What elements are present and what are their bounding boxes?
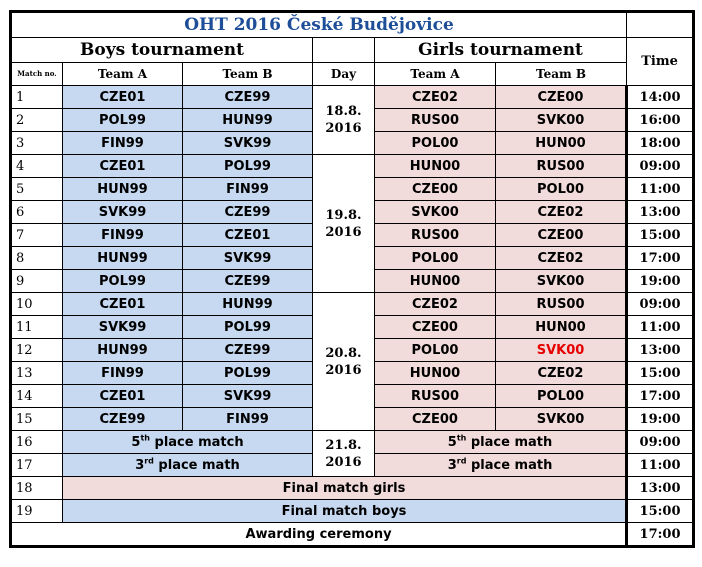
match-time: 19:00 — [627, 270, 694, 293]
day-header: Day — [313, 63, 375, 86]
table-row — [11, 477, 694, 500]
day-spacer — [313, 38, 375, 63]
match-day: 18.8. 2016 — [313, 86, 375, 155]
boys-3rd-place-match — [63, 454, 313, 477]
boys-team-b: POL99 — [183, 155, 313, 178]
match-time: 17:00 — [627, 247, 694, 270]
match-number: 4 — [11, 155, 63, 178]
table-row — [11, 523, 694, 547]
girls-team-b: SVK00 — [496, 408, 627, 431]
girls-team-a: POL00 — [375, 339, 496, 362]
match-day: 20.8. 2016 — [313, 293, 375, 431]
match-number: 17 — [11, 454, 63, 477]
match-time: 09:00 — [627, 293, 694, 316]
boys-5th-place-match — [63, 431, 313, 454]
girls-team-a: RUS00 — [375, 109, 496, 132]
match-time: 13:00 — [627, 477, 694, 500]
match-time: 15:00 — [627, 224, 694, 247]
match-time: 18:00 — [627, 132, 694, 155]
match-day: 19.8. 2016 — [313, 155, 375, 293]
place-label: place math — [466, 457, 553, 473]
match-number: 7 — [11, 224, 63, 247]
match-time: 15:00 — [627, 362, 694, 385]
girls-team-a: POL00 — [375, 132, 496, 155]
table-row — [11, 500, 694, 523]
girls-team-b: SVK00 — [496, 339, 627, 362]
match-time: 16:00 — [627, 109, 694, 132]
match-time: 15:00 — [627, 500, 694, 523]
match-time: 14:00 — [627, 86, 694, 109]
time-header: Time — [627, 38, 694, 86]
table-row — [11, 293, 694, 316]
girls-team-b: RUS00 — [496, 293, 627, 316]
girls-5th-place-match — [375, 431, 627, 454]
match-number: 6 — [11, 201, 63, 224]
place-label: place math — [153, 457, 240, 473]
boys-team-b: CZE99 — [183, 86, 313, 109]
girls-team-b: POL00 — [496, 178, 627, 201]
girls-team-b: CZE00 — [496, 224, 627, 247]
boys-team-a: FIN99 — [63, 362, 183, 385]
match-time: 19:00 — [627, 408, 694, 431]
match-number: 9 — [11, 270, 63, 293]
boys-team-a: CZE01 — [63, 155, 183, 178]
match-time: 13:00 — [627, 339, 694, 362]
final-match-boys: Final match boys — [63, 500, 627, 523]
table-row — [11, 86, 694, 109]
girls-team-a: CZE02 — [375, 86, 496, 109]
girls-team-a: CZE00 — [375, 408, 496, 431]
boys-team-a: CZE01 — [63, 293, 183, 316]
girls-team-b: POL00 — [496, 385, 627, 408]
match-number: 16 — [11, 431, 63, 454]
boys-team-a: SVK99 — [63, 201, 183, 224]
place-ordinal: 5 — [131, 434, 141, 450]
match-number: 8 — [11, 247, 63, 270]
ordinal-suffix: rd — [144, 456, 154, 466]
match-number: 12 — [11, 339, 63, 362]
girls-team-b: HUN00 — [496, 132, 627, 155]
girls-team-a: CZE02 — [375, 293, 496, 316]
girls-team-b: RUS00 — [496, 155, 627, 178]
girls-tournament-header: Girls tournament — [375, 38, 627, 63]
girls-team-b: SVK00 — [496, 270, 627, 293]
match-time: 09:00 — [627, 155, 694, 178]
boys-team-b-header: Team B — [183, 63, 313, 86]
ceremony-time: 17:00 — [627, 523, 694, 547]
match-day: 21.8. 2016 — [313, 431, 375, 477]
girls-team-b: CZE02 — [496, 201, 627, 224]
boys-tournament-header: Boys tournament — [11, 38, 313, 63]
girls-team-b: SVK00 — [496, 109, 627, 132]
match-number: 2 — [11, 109, 63, 132]
girls-3rd-place-match — [375, 454, 627, 477]
match-number: 15 — [11, 408, 63, 431]
match-number: 3 — [11, 132, 63, 155]
girls-team-a: HUN00 — [375, 362, 496, 385]
boys-team-b: SVK99 — [183, 132, 313, 155]
place-ordinal: 5 — [447, 434, 457, 450]
boys-team-a: POL99 — [63, 109, 183, 132]
boys-team-b: FIN99 — [183, 408, 313, 431]
place-ordinal: 3 — [447, 457, 457, 473]
boys-team-a: CZE01 — [63, 385, 183, 408]
boys-team-a: HUN99 — [63, 178, 183, 201]
match-number: 10 — [11, 293, 63, 316]
match-time: 11:00 — [627, 178, 694, 201]
boys-team-b: SVK99 — [183, 385, 313, 408]
match-time: 09:00 — [627, 431, 694, 454]
match-number: 14 — [11, 385, 63, 408]
boys-team-a: SVK99 — [63, 316, 183, 339]
boys-team-b: HUN99 — [183, 109, 313, 132]
match-number: 11 — [11, 316, 63, 339]
girls-team-a: SVK00 — [375, 201, 496, 224]
table-row — [11, 431, 694, 454]
girls-team-a: CZE00 — [375, 178, 496, 201]
table-row — [11, 155, 694, 178]
match-no-header: Match no. — [11, 63, 63, 86]
place-ordinal: 3 — [135, 457, 145, 473]
boys-team-a: CZE01 — [63, 86, 183, 109]
girls-team-b-header: Team B — [496, 63, 627, 86]
girls-team-b: CZE00 — [496, 86, 627, 109]
boys-team-b: CZE99 — [183, 201, 313, 224]
girls-team-b: HUN00 — [496, 316, 627, 339]
boys-team-b: POL99 — [183, 362, 313, 385]
girls-team-a: POL00 — [375, 247, 496, 270]
boys-team-a: CZE99 — [63, 408, 183, 431]
match-number: 19 — [11, 500, 63, 523]
match-time: 11:00 — [627, 316, 694, 339]
match-time: 11:00 — [627, 454, 694, 477]
match-time: 17:00 — [627, 385, 694, 408]
girls-team-b: CZE02 — [496, 247, 627, 270]
match-number: 13 — [11, 362, 63, 385]
boys-team-b: FIN99 — [183, 178, 313, 201]
awarding-ceremony: Awarding ceremony — [11, 523, 627, 547]
boys-team-a: FIN99 — [63, 132, 183, 155]
girls-team-b: CZE02 — [496, 362, 627, 385]
boys-team-a: HUN99 — [63, 339, 183, 362]
final-match-girls: Final match girls — [63, 477, 627, 500]
boys-team-a: POL99 — [63, 270, 183, 293]
ordinal-suffix: th — [456, 433, 467, 443]
match-time: 13:00 — [627, 201, 694, 224]
boys-team-a-header: Team A — [63, 63, 183, 86]
girls-team-a: HUN00 — [375, 270, 496, 293]
document-title: OHT 2016 České Budějovice — [11, 12, 627, 38]
boys-team-b: CZE01 — [183, 224, 313, 247]
girls-team-a: RUS00 — [375, 385, 496, 408]
boys-team-a: HUN99 — [63, 247, 183, 270]
boys-team-b: CZE99 — [183, 270, 313, 293]
boys-team-b: POL99 — [183, 316, 313, 339]
place-label: place math — [466, 434, 553, 450]
boys-team-b: HUN99 — [183, 293, 313, 316]
girls-team-a: HUN00 — [375, 155, 496, 178]
place-label: place match — [149, 434, 244, 450]
ordinal-suffix: rd — [456, 456, 467, 466]
match-number: 1 — [11, 86, 63, 109]
boys-team-b: CZE99 — [183, 339, 313, 362]
match-number: 18 — [11, 477, 63, 500]
boys-team-b: SVK99 — [183, 247, 313, 270]
boys-team-a: FIN99 — [63, 224, 183, 247]
schedule-table — [9, 10, 695, 548]
match-number: 5 — [11, 178, 63, 201]
girls-team-a: CZE00 — [375, 316, 496, 339]
title-blank — [627, 12, 694, 38]
girls-team-a: RUS00 — [375, 224, 496, 247]
ordinal-suffix: th — [140, 433, 150, 443]
girls-team-a-header: Team A — [375, 63, 496, 86]
